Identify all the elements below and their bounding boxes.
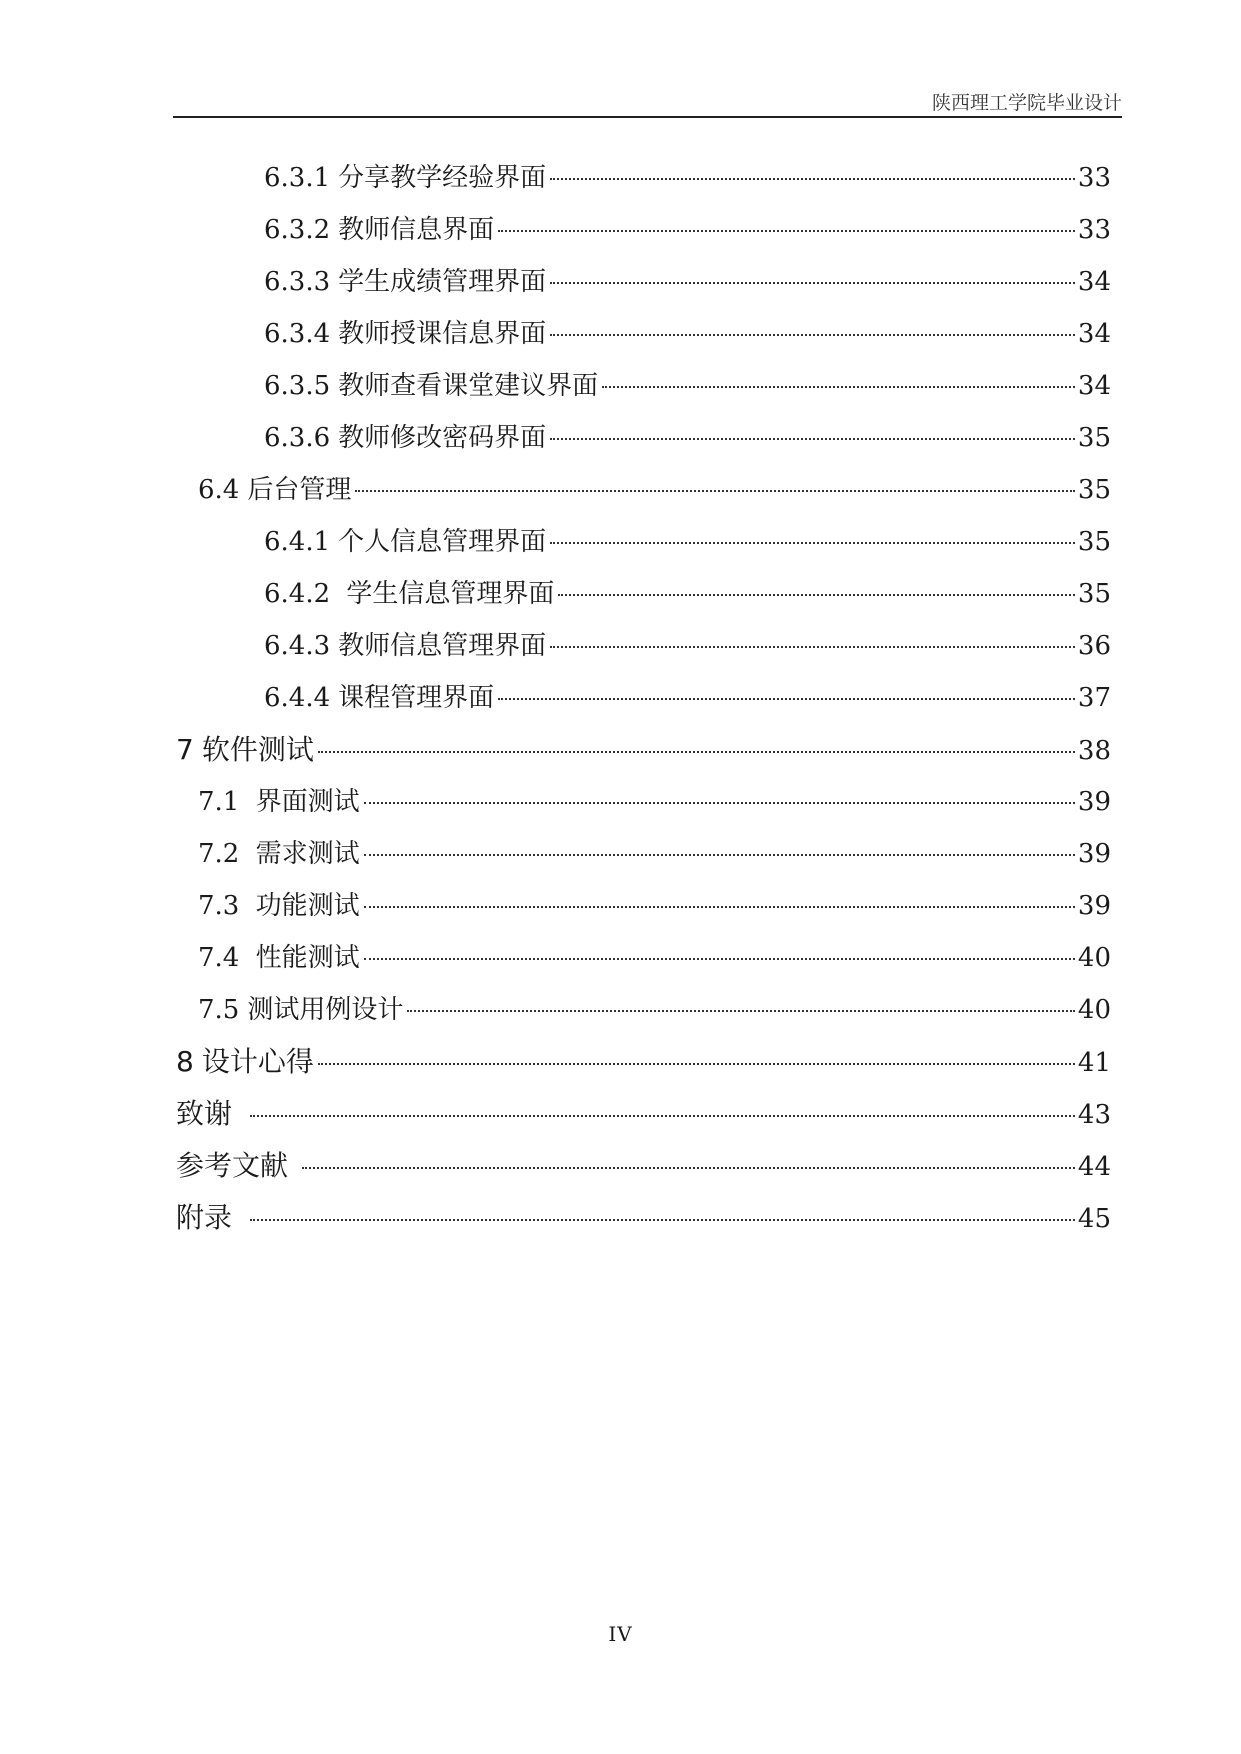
toc-dot-leader [550,542,1075,544]
toc-entry-6-3-6[interactable] [264,418,1111,458]
toc-dot-leader [364,854,1075,856]
toc-entry-number: 6.3.3 [264,267,331,297]
toc-entry-number: 7.3 [198,891,240,921]
toc-dot-leader [318,751,1075,753]
toc-entry-page: 36 [1077,631,1111,661]
toc-entry-title: 后台管理 [247,475,352,505]
toc-dot-leader [250,1219,1075,1221]
toc-dot-leader [498,698,1075,700]
toc-dot-leader [364,958,1075,960]
toc-entry-title: 参考文献 [176,1149,289,1182]
toc-entry-appendix[interactable] [176,1198,1111,1238]
toc-entry-7[interactable] [176,730,1111,770]
toc-entry-6-4-1[interactable] [264,522,1111,562]
toc-entry-page: 35 [1077,579,1111,609]
toc-entry-acknowledgements[interactable] [176,1094,1111,1134]
toc-entry-6-3-5[interactable] [264,366,1111,406]
toc-entry-title: 设计心得 [201,1045,314,1078]
toc-entry-page: 33 [1077,215,1111,245]
toc-dot-leader [550,282,1075,284]
toc-entry-page: 34 [1077,371,1111,401]
toc-entry-page: 44 [1077,1152,1111,1182]
toc-entry-title: 需求测试 [247,839,360,869]
toc-entry-page: 43 [1077,1100,1111,1130]
toc-entry-title: 分享教学经验界面 [338,163,547,193]
toc-entry-page: 39 [1077,891,1111,921]
toc-entry-number: 6.4.3 [264,631,331,661]
toc-entry-number: 7.4 [198,943,240,973]
toc-entry-7-4[interactable] [198,938,1111,978]
toc-entry-title: 学生信息管理界面 [338,579,555,609]
toc-entry-title: 个人信息管理界面 [338,527,547,557]
toc-entry-title: 教师查看课堂建议界面 [338,371,599,401]
toc-entry-6-4[interactable] [198,470,1111,510]
toc-dot-leader [407,1010,1075,1012]
toc-entry-page: 39 [1077,839,1111,869]
toc-entry-title: 致谢 [176,1097,233,1130]
toc-dot-leader [550,438,1075,440]
toc-entry-page: 40 [1077,943,1111,973]
toc-entry-title: 教师修改密码界面 [338,423,547,453]
toc-entry-page: 35 [1077,475,1111,505]
page-number: IV [608,1622,633,1646]
toc-dot-leader [250,1115,1075,1117]
toc-entry-7-2[interactable] [198,834,1111,874]
header-title: 陕西理工学院毕业设计 [931,92,1122,114]
toc-dot-leader [364,906,1075,908]
toc-entry-8[interactable] [176,1042,1111,1082]
toc-entry-page: 34 [1077,267,1111,297]
toc-entry-7-1[interactable] [198,782,1111,822]
toc-dot-leader [355,490,1075,492]
toc-entry-number: 7.2 [198,839,240,869]
toc-entry-number: 6.3.4 [264,319,331,349]
toc-entry-6-4-2[interactable] [264,574,1111,614]
toc-entry-number: 7.5 [198,995,240,1025]
toc-entry-page: 38 [1077,736,1111,766]
toc-entry-6-3-1[interactable] [264,158,1111,198]
toc-entry-number: 7 [176,733,194,766]
toc-entry-page: 45 [1077,1204,1111,1234]
toc-dot-leader [364,802,1075,804]
toc-entry-title: 教师信息界面 [338,215,495,245]
toc-entry-number: 6.4.2 [264,579,331,609]
toc-entry-page: 35 [1077,527,1111,557]
toc-entry-number: 6.3.5 [264,371,331,401]
toc-entry-page: 40 [1077,995,1111,1025]
toc-dot-leader [550,646,1075,648]
toc-entry-number: 6.3.1 [264,163,331,193]
toc-entry-title: 功能测试 [247,891,360,921]
toc-entry-6-3-3[interactable] [264,262,1111,302]
toc-entry-title: 教师信息管理界面 [338,631,547,661]
toc-entry-title: 教师授课信息界面 [338,319,547,349]
toc-entry-number: 6.4.1 [264,527,331,557]
toc-entry-6-4-4[interactable] [264,678,1111,718]
toc-entry-references[interactable] [176,1146,1111,1186]
toc-entry-page: 41 [1077,1048,1111,1078]
toc-entry-number: 6.3.2 [264,215,331,245]
toc-entry-title: 软件测试 [201,733,314,766]
toc-entry-number: 6.4 [198,475,240,505]
toc-entry-number: 8 [176,1045,194,1078]
toc-entry-title: 测试用例设计 [247,995,404,1025]
toc-dot-leader [550,334,1075,336]
toc-entry-7-5[interactable] [198,990,1111,1030]
toc-dot-leader [558,594,1074,596]
toc-entry-6-3-4[interactable] [264,314,1111,354]
toc-entry-page: 33 [1077,163,1111,193]
toc-entry-page: 35 [1077,423,1111,453]
toc-dot-leader [318,1063,1075,1065]
toc-entry-number: 6.4.4 [264,683,331,713]
toc-dot-leader [498,230,1075,232]
toc-entry-page: 34 [1077,319,1111,349]
toc-entry-6-4-3[interactable] [264,626,1111,666]
toc-entry-page: 37 [1077,683,1111,713]
toc-entry-7-3[interactable] [198,886,1111,926]
toc-entry-title: 学生成绩管理界面 [338,267,547,297]
toc-entry-number: 6.3.6 [264,423,331,453]
toc-entry-title: 性能测试 [247,943,360,973]
toc-dot-leader [602,386,1075,388]
toc-dot-leader [302,1167,1075,1169]
toc-entry-number: 7.1 [198,787,240,817]
toc-entry-title: 课程管理界面 [338,683,495,713]
toc-dot-leader [550,178,1075,180]
toc-entry-title: 附录 [176,1201,233,1234]
toc-entry-page: 39 [1077,787,1111,817]
toc-entry-6-3-2[interactable] [264,210,1111,250]
toc-entry-title: 界面测试 [247,787,360,817]
